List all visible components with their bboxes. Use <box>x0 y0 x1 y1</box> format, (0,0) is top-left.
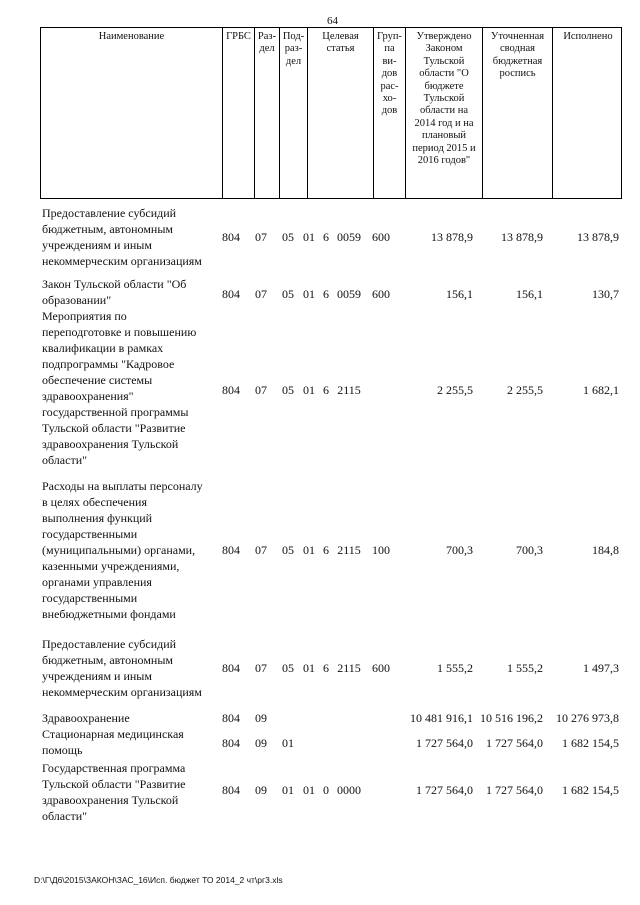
row-cs3: 2115 <box>337 543 361 557</box>
row-executed: 13 878,9 <box>577 230 619 244</box>
row-pr: 05 <box>282 383 294 397</box>
row-cs3: 0000 <box>337 783 361 797</box>
row-cs1: 01 <box>303 543 315 557</box>
row-pr: 05 <box>282 661 294 675</box>
row-cs2: 6 <box>323 543 329 557</box>
row-name: Стационарная медицинская помощь <box>42 727 184 757</box>
header-target-article: Целевая статья <box>307 28 373 198</box>
row-cs1: 01 <box>303 661 315 675</box>
row-approved: 700,3 <box>446 543 473 557</box>
row-approved: 156,1 <box>446 287 473 301</box>
row-executed: 1 682,1 <box>583 383 619 397</box>
row-refined: 700,3 <box>516 543 543 557</box>
row-cs1: 01 <box>303 230 315 244</box>
row-vr: 100 <box>372 543 390 557</box>
row-pr: 01 <box>282 783 294 797</box>
row-grbs: 804 <box>222 736 240 750</box>
row-rz: 09 <box>255 736 267 750</box>
row-grbs: 804 <box>222 230 240 244</box>
header-approved: Утверждено Законом Тульской области "О бюджете Тульской области на 2014 год и на плановый период 2015 и 2016 годов" <box>405 28 482 198</box>
header-group: Груп- па ви- дов рас- хо- дов <box>373 28 405 198</box>
header-podrazdel: Под- раз- дел <box>279 28 307 198</box>
row-cs1: 01 <box>303 383 315 397</box>
row-executed: 1 497,3 <box>583 661 619 675</box>
file-path-footer: D:\Г\Д6\2015\ЗАКОН\ЗАС_16\Исп. бюджет ТО 2014_2 чт\рг3.xls <box>34 875 283 885</box>
header-refined: Уточненная сводная бюджетная роспись <box>482 28 552 198</box>
row-pr: 01 <box>282 736 294 750</box>
row-name: Предоставление субсидий бюджетным, автономным учреждениям и иным некоммерческим организациям <box>42 206 202 268</box>
row-refined: 1 555,2 <box>507 661 543 675</box>
header-name: Наименование <box>98 31 165 42</box>
row-rz: 07 <box>255 383 267 397</box>
row-grbs: 804 <box>222 287 240 301</box>
row-approved: 1 555,2 <box>437 661 473 675</box>
row-refined: 1 727 564,0 <box>486 783 543 797</box>
row-rz: 07 <box>255 661 267 675</box>
row-grbs: 804 <box>222 661 240 675</box>
row-vr: 600 <box>372 661 390 675</box>
row-pr: 05 <box>282 287 294 301</box>
row-name: Предоставление субсидий бюджетным, автономным учреждениям и иным некоммерческим организациям <box>42 637 202 699</box>
row-rz: 07 <box>255 543 267 557</box>
row-refined: 10 516 196,2 <box>480 711 543 725</box>
row-executed: 1 682 154,5 <box>562 736 619 750</box>
row-grbs: 804 <box>222 383 240 397</box>
row-cs3: 0059 <box>337 287 361 301</box>
row-name: Государственная программа Тульской области "Развитие здравоохранения Тульской области" <box>42 761 186 823</box>
row-name: Закон Тульской области "Об образовании" <box>42 277 187 307</box>
row-cs3: 2115 <box>337 661 361 675</box>
row-cs3: 2115 <box>337 383 361 397</box>
row-grbs: 804 <box>222 543 240 557</box>
row-name: Здравоохранение <box>42 711 130 725</box>
row-rz: 07 <box>255 287 267 301</box>
header-razdel: Раз- дел <box>254 28 279 198</box>
row-executed: 184,8 <box>592 543 619 557</box>
row-cs2: 6 <box>323 230 329 244</box>
table-header <box>40 27 622 199</box>
row-executed: 130,7 <box>592 287 619 301</box>
row-approved: 10 481 916,1 <box>410 711 473 725</box>
row-executed: 1 682 154,5 <box>562 783 619 797</box>
row-name: Расходы на выплаты персоналу в целях обеспечения выполнения функций государственными (муниципальными) органами, казенными учреждениями, органами управления государственными внебюджетными фондами <box>42 479 203 621</box>
row-cs2: 0 <box>323 783 329 797</box>
row-grbs: 804 <box>222 783 240 797</box>
row-executed: 10 276 973,8 <box>556 711 619 725</box>
row-cs3: 0059 <box>337 230 361 244</box>
row-refined: 13 878,9 <box>501 230 543 244</box>
row-approved: 1 727 564,0 <box>416 736 473 750</box>
row-rz: 09 <box>255 783 267 797</box>
row-cs2: 6 <box>323 383 329 397</box>
row-grbs: 804 <box>222 711 240 725</box>
row-cs1: 01 <box>303 287 315 301</box>
row-pr: 05 <box>282 230 294 244</box>
header-executed: Исполнено <box>552 28 623 198</box>
row-cs1: 01 <box>303 783 315 797</box>
page-number: 64 <box>327 15 338 27</box>
row-refined: 2 255,5 <box>507 383 543 397</box>
row-cs2: 6 <box>323 287 329 301</box>
row-vr: 600 <box>372 230 390 244</box>
row-approved: 2 255,5 <box>437 383 473 397</box>
row-approved: 1 727 564,0 <box>416 783 473 797</box>
row-rz: 09 <box>255 711 267 725</box>
row-name: Мероприятия по переподготовке и повышению квалификации в рамках подпрограммы "Кадровое обеспечение системы здравоохранения" государственной программы Тульской области "Развитие здравоохранения Тульской области" <box>42 309 197 467</box>
row-refined: 156,1 <box>516 287 543 301</box>
row-cs2: 6 <box>323 661 329 675</box>
row-pr: 05 <box>282 543 294 557</box>
row-refined: 1 727 564,0 <box>486 736 543 750</box>
row-approved: 13 878,9 <box>431 230 473 244</box>
row-rz: 07 <box>255 230 267 244</box>
row-vr: 600 <box>372 287 390 301</box>
header-grbs: ГРБС <box>222 28 254 198</box>
